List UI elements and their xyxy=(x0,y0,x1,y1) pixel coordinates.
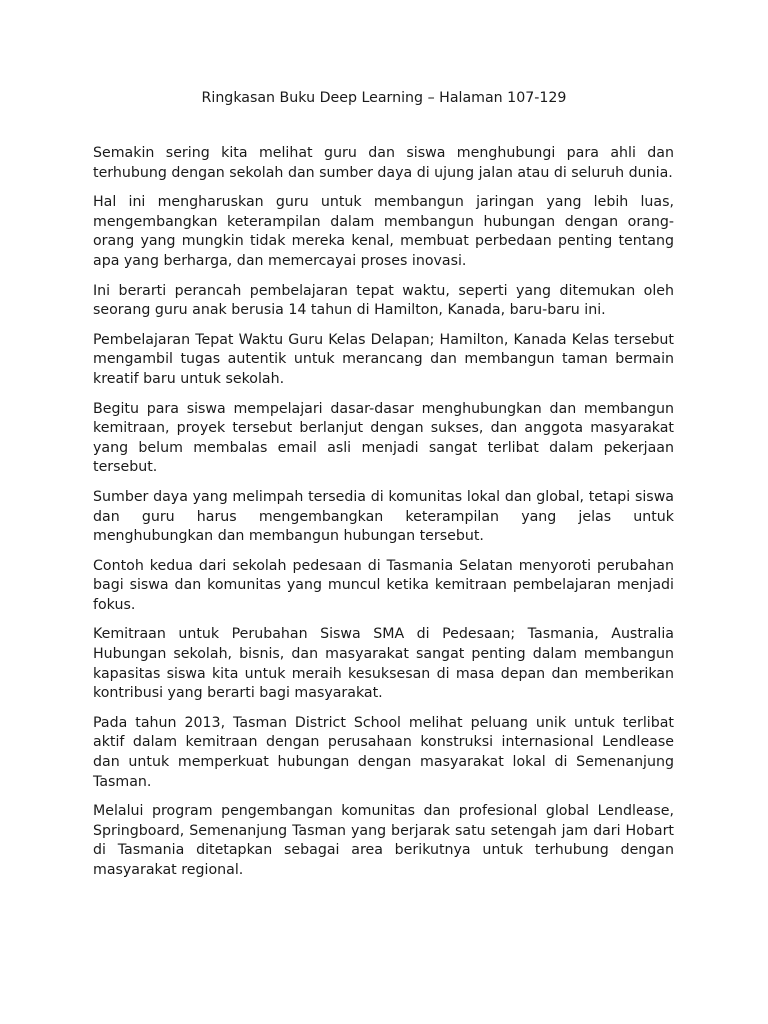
paragraph-10: Melalui program pengembangan komunitas dan profesional global Lendlease, Springboard, Semenanjung Tasman yang berjarak satu setengah jam dari Hobart di Tasmania ditetapkan sebagai area berikutnya untuk terhubung dengan masyarakat regional. xyxy=(93,803,674,878)
paragraph-3: Ini berarti perancah pembelajaran tepat waktu, seperti yang ditemukan oleh seorang guru anak berusia 14 tahun di Hamilton, Kanada, baru-baru ini. xyxy=(93,282,674,319)
paragraph-6: Sumber daya yang melimpah tersedia di komunitas lokal dan global, tetapi siswa dan guru harus mengembangkan keterampilan yang jelas untuk menghubungkan dan membangun hubungan tersebut. xyxy=(93,488,674,545)
paragraph-1: Semakin sering kita melihat guru dan siswa menghubungi para ahli dan terhubung dengan sekolah dan sumber daya di ujung jalan atau di seluruh dunia. xyxy=(93,145,674,181)
paragraph-7: Contoh kedua dari sekolah pedesaan di Tasmania Selatan menyoroti perubahan bagi siswa dan komunitas yang muncul ketika kemitraan pembelajaran menjadi fokus. xyxy=(93,557,674,613)
paragraph-8: Kemitraan untuk Perubahan Siswa SMA di Pedesaan; Tasmania, Australia Hubungan sekolah, bisnis, dan masyarakat sangat penting dalam membangun kapasitas siswa kita untuk meraih kesuksesan di masa depan dan memberikan kontribusi yang berarti bagi masyarakat. xyxy=(93,626,674,702)
paragraph-4: Pembelajaran Tepat Waktu Guru Kelas Delapan; Hamilton, Kanada Kelas tersebut mengambil tugas autentik untuk merancang dan membangun taman bermain kreatif baru untuk sekolah. xyxy=(93,331,674,387)
paragraph-5: Begitu para siswa mempelajari dasar-dasar menghubungkan dan membangun kemitraan, proyek tersebut berlanjut dengan sukses, dan anggota masyarakat yang belum membalas email asli menjadi sangat terlibat dalam pekerjaan tersebut. xyxy=(93,400,674,476)
paragraph-9: Pada tahun 2013, Tasman District School melihat peluang unik untuk terlibat aktif dalam kemitraan dengan perusahaan konstruksi internasional Lendlease dan untuk memperkuat hubungan dengan masyarakat lokal di Semenanjung Tasman. xyxy=(93,714,674,790)
paragraph-2: Hal ini mengharuskan guru untuk membangun jaringan yang lebih luas, mengembangkan keterampilan dalam membangun hubungan dengan orang-orang yang mungkin tidak mereka kenal, membuat perbedaan penting tentang apa yang berharga, dan memercayai proses inovasi. xyxy=(93,194,674,269)
document-body xyxy=(93,144,674,891)
document-title: Ringkasan Buku Deep Learning – Halaman 107-129 xyxy=(201,90,567,106)
